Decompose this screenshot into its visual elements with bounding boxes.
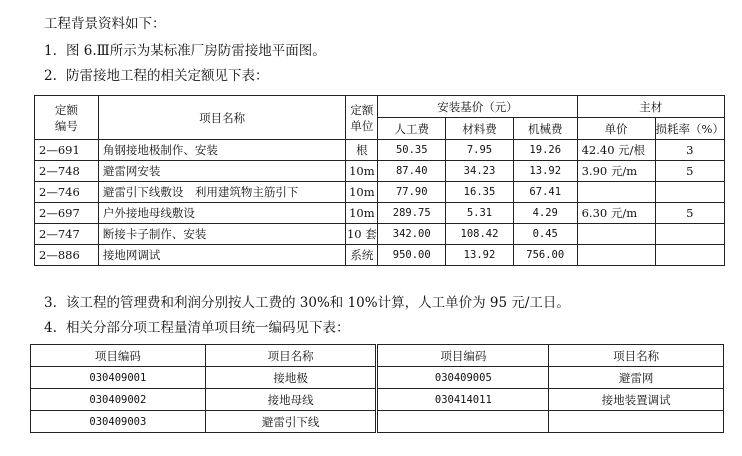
notes-item-4 [44, 316, 350, 336]
cell-price: 6.30 元/m [577, 203, 655, 224]
item-3-text: 该工程的管理费和利润分别按人工费的 30%和 10%计算，人工单价为 95 元/工日。 [66, 295, 570, 311]
cell-code: 2—748 [35, 161, 99, 182]
item-2-number: 2. [44, 68, 57, 84]
cell-code-a: 030409002 [31, 389, 206, 411]
cell-name-b [549, 411, 724, 433]
cell-code-a: 030409003 [31, 411, 206, 433]
cell-code: 2—747 [35, 224, 99, 245]
cell-material: 5.31 [446, 203, 514, 224]
cell-price: 42.40 元/根 [577, 140, 655, 161]
header-name-a: 项目名称 [205, 345, 377, 367]
cell-name: 避雷网安装 [98, 161, 346, 182]
header-machine: 机械费 [513, 118, 577, 140]
cell-material: 108.42 [446, 224, 514, 245]
cell-machine: 4.29 [513, 203, 577, 224]
cell-code: 2—886 [35, 245, 99, 266]
cell-unit: 10 套 [346, 224, 378, 245]
cell-code-a: 030409001 [31, 367, 206, 389]
cell-price [577, 182, 655, 203]
intro-heading: 工程背景资料如下： [44, 16, 166, 32]
cell-loss: 5 [655, 161, 724, 182]
cell-loss [655, 224, 724, 245]
cell-code: 2—691 [35, 140, 99, 161]
cell-name: 角钢接地极制作、安装 [98, 140, 346, 161]
cell-unit: 根 [346, 140, 378, 161]
intro-item-1 [44, 39, 326, 59]
cell-name-a: 避雷引下线 [205, 411, 377, 433]
cell-unit: 10m [346, 203, 378, 224]
cell-material: 13.92 [446, 245, 514, 266]
item-4-text: 相关分部分项工程量清单项目统一编码见下表： [66, 320, 350, 336]
cell-name: 避雷引下线敷设 利用建筑物主筋引下 [98, 182, 346, 203]
header-material: 材料费 [446, 118, 514, 140]
code-table [30, 344, 724, 433]
cell-labor: 289.75 [378, 203, 446, 224]
cell-machine: 756.00 [513, 245, 577, 266]
header-unit-line1: 定额 [350, 102, 374, 117]
cell-price [577, 224, 655, 245]
cell-price [577, 245, 655, 266]
cell-labor: 342.00 [378, 224, 446, 245]
cell-labor: 77.90 [378, 182, 446, 203]
table-row [35, 245, 725, 266]
table-row [31, 411, 724, 433]
table-row [35, 140, 725, 161]
item-3-number: 3. [44, 295, 57, 311]
table-row [35, 203, 725, 224]
intro-item-2 [44, 64, 269, 84]
quota-table [34, 95, 725, 266]
header-unit [346, 96, 378, 140]
cell-name: 接地网调试 [98, 245, 346, 266]
item-1-number: 1. [44, 43, 57, 59]
cell-code: 2—697 [35, 203, 99, 224]
cell-code-b: 030414011 [377, 389, 549, 411]
cell-machine: 67.41 [513, 182, 577, 203]
notes-item-3 [44, 291, 570, 311]
cell-material: 16.35 [446, 182, 514, 203]
cell-name-a: 接地母线 [205, 389, 377, 411]
cell-code-b [377, 411, 549, 433]
cell-unit: 10m [346, 182, 378, 203]
header-loss-rate: 损耗率（%） [655, 118, 724, 140]
header-quota-code-line2: 编号 [54, 118, 78, 133]
item-4-number: 4. [44, 320, 57, 336]
cell-labor: 87.40 [378, 161, 446, 182]
cell-labor: 50.35 [378, 140, 446, 161]
cell-name: 户外接地母线敷设 [98, 203, 346, 224]
cell-name: 断接卡子制作、安装 [98, 224, 346, 245]
cell-name-a: 接地极 [205, 367, 377, 389]
header-name-b: 项目名称 [549, 345, 724, 367]
cell-loss: 5 [655, 203, 724, 224]
header-base-price: 安装基价（元） [378, 96, 577, 118]
table-row [35, 161, 725, 182]
cell-code-b: 030409005 [377, 367, 549, 389]
cell-loss [655, 245, 724, 266]
header-main-material: 主材 [577, 96, 724, 118]
cell-loss: 3 [655, 140, 724, 161]
header-code-b: 项目编码 [377, 345, 549, 367]
item-1-text: 图 6.Ⅲ所示为某标准厂房防雷接地平面图。 [66, 43, 326, 59]
cell-material: 7.95 [446, 140, 514, 161]
cell-name-b: 接地装置调试 [549, 389, 724, 411]
cell-unit: 10m [346, 161, 378, 182]
header-item-name: 项目名称 [98, 96, 346, 140]
cell-loss [655, 182, 724, 203]
cell-material: 34.23 [446, 161, 514, 182]
cell-unit: 系统 [346, 245, 378, 266]
table-row [35, 182, 725, 203]
cell-price: 3.90 元/m [577, 161, 655, 182]
header-quota-code-line1: 定额 [54, 102, 78, 117]
cell-name-b: 避雷网 [549, 367, 724, 389]
table-row [31, 389, 724, 411]
cell-code: 2—746 [35, 182, 99, 203]
table-row [31, 367, 724, 389]
header-quota-code [35, 96, 99, 140]
header-unit-price: 单价 [577, 118, 655, 140]
item-2-text: 防雷接地工程的相关定额见下表： [66, 68, 269, 84]
cell-machine: 0.45 [513, 224, 577, 245]
cell-machine: 19.26 [513, 140, 577, 161]
cell-labor: 950.00 [378, 245, 446, 266]
cell-machine: 13.92 [513, 161, 577, 182]
table-row [35, 224, 725, 245]
header-code-a: 项目编码 [31, 345, 206, 367]
header-labor: 人工费 [378, 118, 446, 140]
header-unit-line2: 单位 [350, 118, 374, 133]
